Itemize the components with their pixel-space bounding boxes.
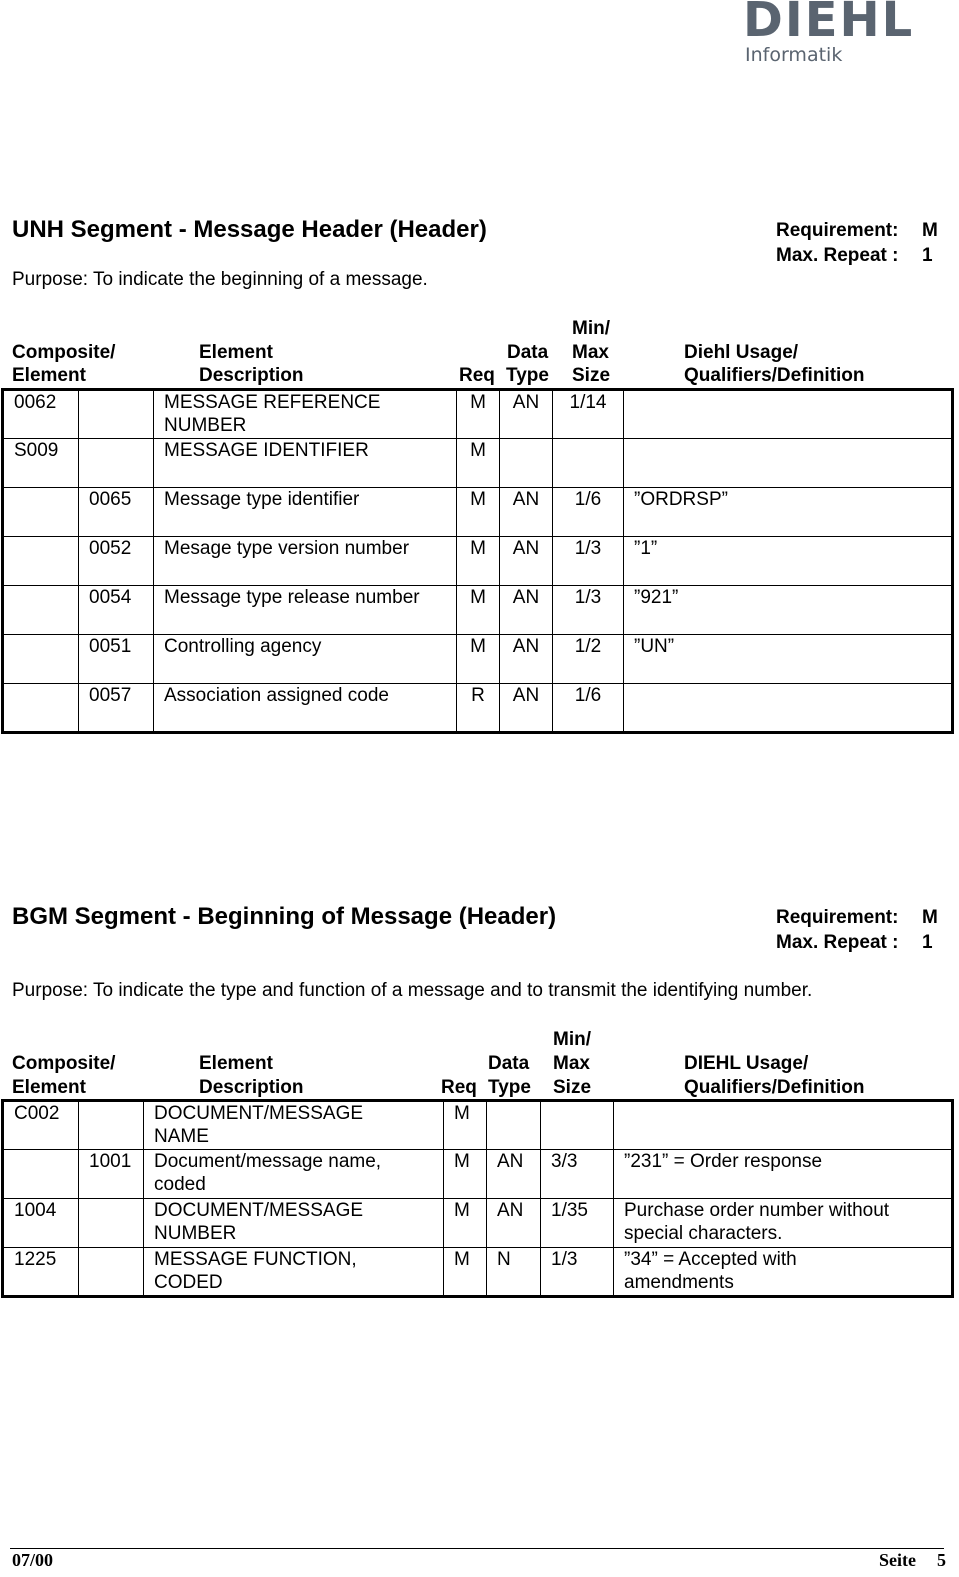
req-cell: M — [457, 439, 500, 488]
element-cell: 0052 — [79, 537, 154, 586]
table-row — [3, 390, 953, 439]
type-cell: AN — [500, 537, 553, 586]
type-cell: AN — [500, 635, 553, 684]
unh-segment-title: UNH Segment - Message Header (Header) — [12, 216, 487, 243]
size-cell: 1/3 — [553, 537, 624, 586]
hdr-size: Size — [553, 1077, 592, 1098]
table-row — [3, 684, 953, 733]
req-cell: M — [444, 1101, 487, 1150]
bgm-element-table — [1, 1099, 954, 1298]
usage-cell: ”231” = Order response — [614, 1150, 953, 1199]
req-cell: M — [457, 586, 500, 635]
bgm-max-repeat-value: 1 — [922, 932, 933, 953]
req-cell: M — [457, 537, 500, 586]
hdr-composite: Composite/ — [12, 342, 116, 363]
composite-cell: S009 — [3, 439, 79, 488]
type-cell: AN — [500, 488, 553, 537]
hdr-size: Size — [572, 365, 611, 386]
hdr-type: Type — [488, 1077, 531, 1098]
usage-cell — [624, 439, 953, 488]
description-cell: Association assigned code — [154, 684, 457, 733]
description-cell: Controlling agency — [154, 635, 457, 684]
type-cell: AN — [487, 1199, 541, 1248]
logo-word: DIEHL — [743, 0, 915, 48]
description-cell: Document/message name, coded — [144, 1150, 444, 1199]
description-cell: MESSAGE IDENTIFIER — [154, 439, 457, 488]
hdr-type: Type — [506, 365, 549, 386]
unh-element-table — [1, 388, 954, 734]
req-cell: M — [457, 635, 500, 684]
hdr-el-description: Description — [199, 1077, 304, 1098]
element-cell — [79, 439, 154, 488]
table-row — [3, 1101, 953, 1150]
hdr-min: Min/ — [572, 318, 610, 339]
composite-cell: 1225 — [3, 1248, 79, 1297]
description-cell: Message type release number — [154, 586, 457, 635]
description-cell: Message type identifier — [154, 488, 457, 537]
size-cell: 1/35 — [541, 1199, 614, 1248]
composite-cell — [3, 586, 79, 635]
usage-cell: ”921” — [624, 586, 953, 635]
usage-cell — [614, 1101, 953, 1150]
size-cell: 1/3 — [541, 1248, 614, 1297]
usage-cell: ”ORDRSP” — [624, 488, 953, 537]
size-cell — [541, 1101, 614, 1150]
unh-requirement-label: Requirement: — [776, 220, 899, 241]
hdr-element: Element — [12, 1077, 86, 1098]
unh-max-repeat-value: 1 — [922, 245, 933, 266]
table-row — [3, 488, 953, 537]
req-cell: R — [457, 684, 500, 733]
type-cell: AN — [500, 390, 553, 439]
description-cell: Mesage type version number — [154, 537, 457, 586]
hdr-el-description: Description — [199, 365, 304, 386]
usage-cell: ”UN” — [624, 635, 953, 684]
hdr-usage: DIEHL Usage/ — [684, 1053, 809, 1074]
composite-cell — [3, 1150, 79, 1199]
usage-cell: ”34” = Accepted with amendments — [614, 1248, 953, 1297]
size-cell: 1/2 — [553, 635, 624, 684]
table-row — [3, 537, 953, 586]
element-cell: 0057 — [79, 684, 154, 733]
composite-cell: C002 — [3, 1101, 79, 1150]
hdr-el-element: Element — [199, 342, 273, 363]
table-row — [3, 1150, 953, 1199]
footer-page-label: Seite — [879, 1550, 916, 1570]
type-cell: AN — [487, 1150, 541, 1199]
usage-cell — [624, 390, 953, 439]
footer-date: 07/00 — [12, 1550, 54, 1570]
element-cell: 0051 — [79, 635, 154, 684]
hdr-qualifiers: Qualifiers/Definition — [684, 1077, 865, 1098]
bgm-requirement-label: Requirement: — [776, 907, 899, 928]
unh-requirement-value: M — [922, 220, 938, 241]
size-cell — [553, 439, 624, 488]
composite-cell — [3, 537, 79, 586]
req-cell: M — [444, 1199, 487, 1248]
diehl-logo — [743, 0, 953, 70]
description-cell: MESSAGE REFERENCE NUMBER — [154, 390, 457, 439]
logo-subtitle: Informatik — [745, 44, 843, 66]
composite-cell: 1004 — [3, 1199, 79, 1248]
hdr-data: Data — [507, 342, 549, 363]
footer-rule — [10, 1548, 944, 1549]
req-cell: M — [444, 1248, 487, 1297]
table-row — [3, 439, 953, 488]
element-cell — [79, 1199, 144, 1248]
element-cell — [79, 390, 154, 439]
element-cell: 1001 — [79, 1150, 144, 1199]
unh-purpose: Purpose: To indicate the beginning of a message. — [12, 269, 428, 290]
usage-cell: ”1” — [624, 537, 953, 586]
bgm-segment-title: BGM Segment - Beginning of Message (Header) — [12, 903, 557, 930]
type-cell: AN — [500, 586, 553, 635]
type-cell: N — [487, 1248, 541, 1297]
hdr-composite: Composite/ — [12, 1053, 116, 1074]
size-cell: 3/3 — [541, 1150, 614, 1199]
req-cell: M — [457, 488, 500, 537]
composite-cell — [3, 488, 79, 537]
element-cell: 0054 — [79, 586, 154, 635]
composite-cell — [3, 684, 79, 733]
hdr-data: Data — [488, 1053, 530, 1074]
hdr-req: Req — [459, 365, 495, 386]
hdr-max: Max — [553, 1053, 590, 1074]
type-cell — [500, 439, 553, 488]
req-cell: M — [457, 390, 500, 439]
element-cell — [79, 1101, 144, 1150]
bgm-max-repeat-label: Max. Repeat : — [776, 932, 899, 953]
description-cell: MESSAGE FUNCTION, CODED — [144, 1248, 444, 1297]
hdr-qualifiers: Qualifiers/Definition — [684, 365, 865, 386]
unh-max-repeat-label: Max. Repeat : — [776, 245, 899, 266]
size-cell: 1/3 — [553, 586, 624, 635]
table-row — [3, 635, 953, 684]
bgm-purpose: Purpose: To indicate the type and function of a message and to transmit the identifying number. — [12, 980, 813, 1001]
type-cell — [487, 1101, 541, 1150]
element-cell: 0065 — [79, 488, 154, 537]
hdr-min: Min/ — [553, 1029, 591, 1050]
usage-cell: Purchase order number without special characters. — [614, 1199, 953, 1248]
footer-page-number: 5 — [937, 1550, 946, 1570]
hdr-usage: Diehl Usage/ — [684, 342, 799, 363]
type-cell: AN — [500, 684, 553, 733]
bgm-requirement-value: M — [922, 907, 938, 928]
size-cell: 1/6 — [553, 684, 624, 733]
hdr-el-element: Element — [199, 1053, 273, 1074]
table-row — [3, 586, 953, 635]
usage-cell — [624, 684, 953, 733]
hdr-req: Req — [441, 1077, 477, 1098]
composite-cell — [3, 635, 79, 684]
table-row — [3, 1248, 953, 1297]
composite-cell: 0062 — [3, 390, 79, 439]
description-cell: DOCUMENT/MESSAGE NUMBER — [144, 1199, 444, 1248]
element-cell — [79, 1248, 144, 1297]
req-cell: M — [444, 1150, 487, 1199]
size-cell: 1/6 — [553, 488, 624, 537]
hdr-max: Max — [572, 342, 609, 363]
size-cell: 1/14 — [553, 390, 624, 439]
hdr-element: Element — [12, 365, 86, 386]
description-cell: DOCUMENT/MESSAGE NAME — [144, 1101, 444, 1150]
table-row — [3, 1199, 953, 1248]
